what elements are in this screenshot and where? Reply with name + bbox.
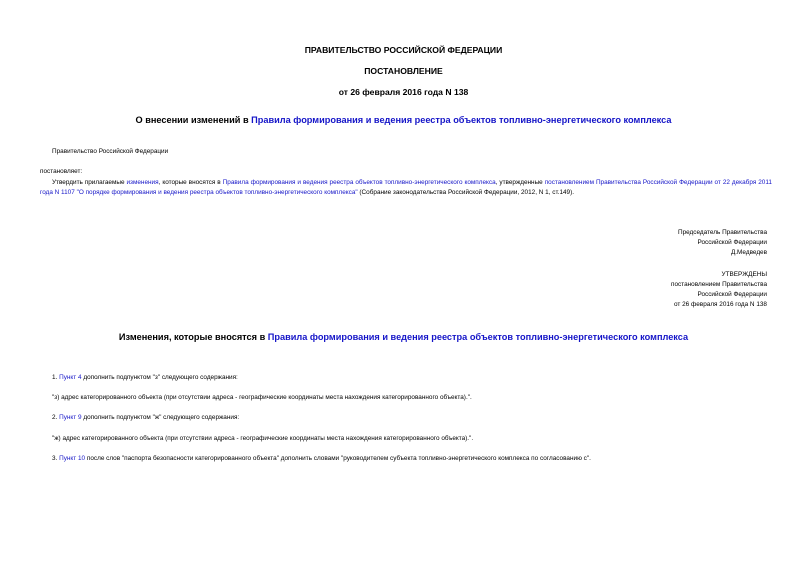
item-3-text: после слов "паспорта безопасности категорированного объекта" дополнить словами "руководителем субъекта топливно-энергетического комплекса по согласованию с". bbox=[85, 455, 591, 462]
title-rules-link[interactable]: Правила формирования и ведения реестра объектов топливно-энергетического комплекса bbox=[251, 115, 672, 125]
item-2-text: дополнить подпунктом "ж" следующего содержания: bbox=[81, 414, 240, 421]
preamble-authority: Правительство Российской Федерации bbox=[52, 148, 169, 155]
approval-country: Российской Федерации bbox=[697, 291, 767, 298]
changes-title bbox=[0, 332, 807, 342]
government-heading: ПРАВИТЕЛЬСТВО РОССИЙСКОЙ ФЕДЕРАЦИИ bbox=[304, 45, 503, 55]
decree-text-1: Утвердить прилагаемые bbox=[52, 179, 127, 186]
decree-text-4: (Собрание законодательства Российской Федерации, 2012, N 1, ст.149). bbox=[357, 188, 575, 196]
signature-name: Д.Медведев bbox=[730, 249, 767, 256]
rules-link[interactable]: Правила формирования и ведения реестра объектов топливно-энергетического комплекса bbox=[222, 179, 496, 186]
decree-text-2: , которые вносятся в bbox=[158, 179, 223, 186]
document-date-number: от 26 февраля 2016 года N 138 bbox=[338, 87, 469, 97]
change-quote-2: "ж) адрес категорированного объекта (при отсутствии адреса - географические координаты места нахождения категорированного объекта).". bbox=[52, 435, 474, 442]
changes-title-rules-link[interactable]: Правила формирования и ведения реестра объектов топливно-энергетического комплекса bbox=[267, 332, 689, 342]
decree-text-3: , утвержденные bbox=[495, 179, 545, 186]
resolution-link-part2[interactable]: Федерации от 22 декабря 2011 года N 1107 "О порядке формирования и ведения реестра объектов топливно-энергетического комплекса" bbox=[40, 179, 772, 196]
item-1-point-link[interactable]: Пункт 4 bbox=[59, 374, 82, 381]
signature-position: Председатель Правительства bbox=[678, 229, 767, 236]
change-item-3 bbox=[52, 455, 591, 462]
item-2-point-link[interactable]: Пункт 9 bbox=[59, 414, 82, 421]
item-3-number: 3. bbox=[52, 455, 60, 462]
title-prefix: О внесении изменений в bbox=[135, 115, 252, 125]
approval-date-number: от 26 февраля 2016 года N 138 bbox=[674, 301, 767, 308]
item-1-text: дополнить подпунктом "з" следующего содержания: bbox=[81, 374, 238, 381]
preamble-decrees: постановляет: bbox=[40, 168, 83, 175]
approval-heading: УТВЕРЖДЕНЫ bbox=[721, 271, 767, 278]
change-quote-1: "з) адрес категорированного объекта (при отсутствии адреса - географические координаты места нахождения категорированного объекта).". bbox=[52, 394, 472, 401]
resolution-link-part1[interactable]: постановлением Правительства Российской bbox=[544, 179, 678, 186]
approval-by-resolution: постановлением Правительства bbox=[671, 281, 767, 288]
document-type-heading: ПОСТАНОВЛЕНИЕ bbox=[364, 66, 443, 76]
signature-country: Российской Федерации bbox=[697, 239, 767, 246]
item-1-number: 1. bbox=[52, 374, 60, 381]
change-item-2 bbox=[52, 414, 239, 421]
item-3-point-link[interactable]: Пункт 10 bbox=[59, 455, 86, 462]
change-item-1 bbox=[52, 374, 238, 381]
item-2-number: 2. bbox=[52, 414, 60, 421]
changes-link[interactable]: изменения bbox=[126, 179, 159, 186]
decree-paragraph bbox=[40, 178, 772, 197]
changes-title-prefix: Изменения, которые вносятся в bbox=[118, 332, 268, 342]
document-title bbox=[0, 115, 807, 125]
